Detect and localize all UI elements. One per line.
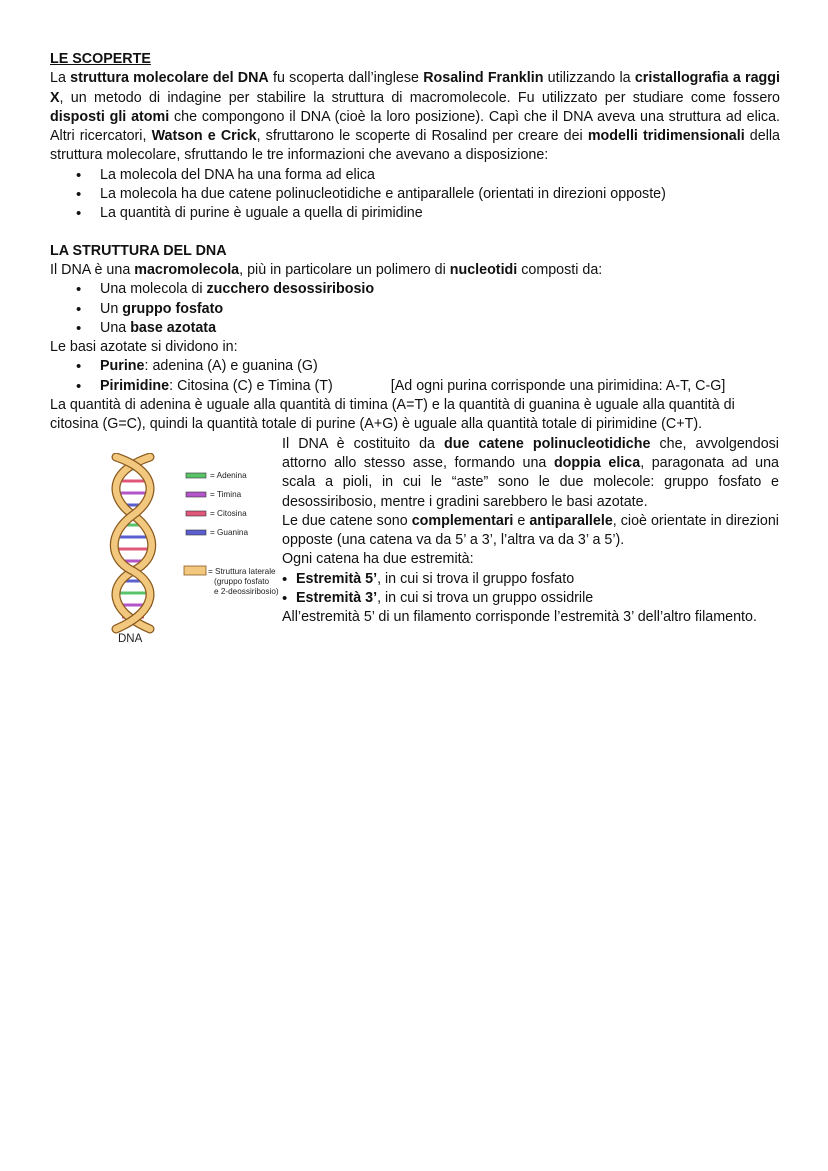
paragraph-discoveries: La struttura molecolare del DNA fu scoperta dall’inglese Rosalind Franklin utilizzando la cristallografia a raggi X, un metodo di indagine per stabilire la struttura di macromolecole. Fu utilizzato per studiare come fossero disposti gli atomi che compongono il DNA (cioè la loro posizione). Capì che il DNA aveva una struttura ad elica. Altri ricercatori, Watson e Crick, sfruttarono le scoperte di Rosalind per creare dei modelli tridimensionali della struttura molecolare, sfruttando le tre informazioni che avevano a disposizione:: [50, 70, 780, 164]
list-item: • Estremità 3’, in cui si trova un gruppo ossidrile: [296, 589, 779, 608]
legend-swatch-backbone: [184, 566, 206, 575]
legend-label-guanina: = Guanina: [210, 527, 249, 537]
dna-helix-figure: [78, 453, 288, 643]
list-item: • La molecola del DNA ha una forma ad elica: [100, 166, 780, 185]
helix-backbones: [114, 457, 152, 629]
paragraph-quantity: La quantità di adenina è uguale alla quantità di timina (A=T) e la quantità di guanina è uguale alla quantità di citosina (G=C), quindi la quantità totale di purine (A+G) è uguale alla quantità totale di pirimidine (C+T).: [50, 397, 735, 433]
legend: [184, 471, 279, 596]
list-item: • Pirimidine: Citosina (C) e Timina (T) [Ad ogni purina corrisponde una pirimidina: A-T, C-G]: [100, 377, 780, 396]
section-title-structure: LA STRUTTURA DEL DNA: [50, 242, 227, 259]
list-item: • Una base azotata: [100, 319, 780, 338]
legend-label-backbone: = Struttura laterale: [208, 566, 276, 576]
legend-label-backbone-line3: e 2-deossiribosio): [214, 586, 279, 596]
ends-intro: Ogni catena ha due estremità:: [282, 551, 474, 568]
paragraph-structure-intro: Il DNA è una macromolecola, più in particolare un polimero di nucleotidi composti da:: [50, 261, 603, 278]
bases-intro: Le basi azotate si dividono in:: [50, 339, 238, 356]
discoveries-list: [50, 166, 780, 224]
legend-swatch-timina: [186, 492, 206, 497]
bases-list: [50, 357, 780, 396]
legend-swatch-guanina: [186, 530, 206, 535]
legend-swatch-adenina: [186, 473, 206, 478]
section-title-discoveries: LE SCOPERTE: [50, 51, 151, 67]
list-item: • Estremità 5’, in cui si trova il gruppo fosfato: [296, 570, 779, 589]
legend-swatch-citosina: [186, 511, 206, 516]
document-page: [50, 50, 780, 643]
ends-list: [282, 570, 779, 609]
list-item: • Una molecola di zucchero desossiribosio: [100, 280, 780, 299]
components-list: [50, 280, 780, 338]
list-item: • La quantità di purine è uguale a quella di pirimidine: [100, 204, 780, 223]
paragraph-helix: Il DNA è costituito da due catene polinucleotidiche che, avvolgendosi attorno allo stesso asse, formando una doppia elica, paragonata ad una scala a pioli, in cui le “aste” sono le due molecole: gruppo fosfato e desossiribosio, mentre i gradini sarebbero le basi azotate.: [282, 435, 779, 510]
legend-label-backbone-line2: (gruppo fosfato: [214, 576, 270, 586]
paragraph-closing: All’estremità 5’ di un filamento corrisponde l’estremità 3’ dell’altro filamento.: [282, 609, 757, 626]
legend-label-adenina: = Adenina: [210, 470, 247, 480]
figure-caption: DNA: [118, 632, 143, 643]
legend-label-citosina: = Citosina: [210, 508, 247, 518]
list-item: • Un gruppo fosfato: [100, 300, 780, 319]
list-item: • La molecola ha due catene polinucleotidiche e antiparallele (orientati in direzioni opposte): [100, 185, 780, 204]
helix-section: [50, 435, 780, 643]
paragraph-complementary: Le due catene sono complementari e antiparallele, cioè orientate in direzioni opposte (una catena va da 5’ a 3’, l’altra va da 3’ a 5’).: [282, 512, 779, 549]
pairing-note: [Ad ogni purina corrisponde una pirimidina: A-T, C-G]: [390, 377, 726, 394]
legend-label-timina: = Timina: [210, 489, 242, 499]
list-item: • Purine: adenina (A) e guanina (G): [100, 357, 780, 376]
helix-text-column: [282, 435, 779, 628]
